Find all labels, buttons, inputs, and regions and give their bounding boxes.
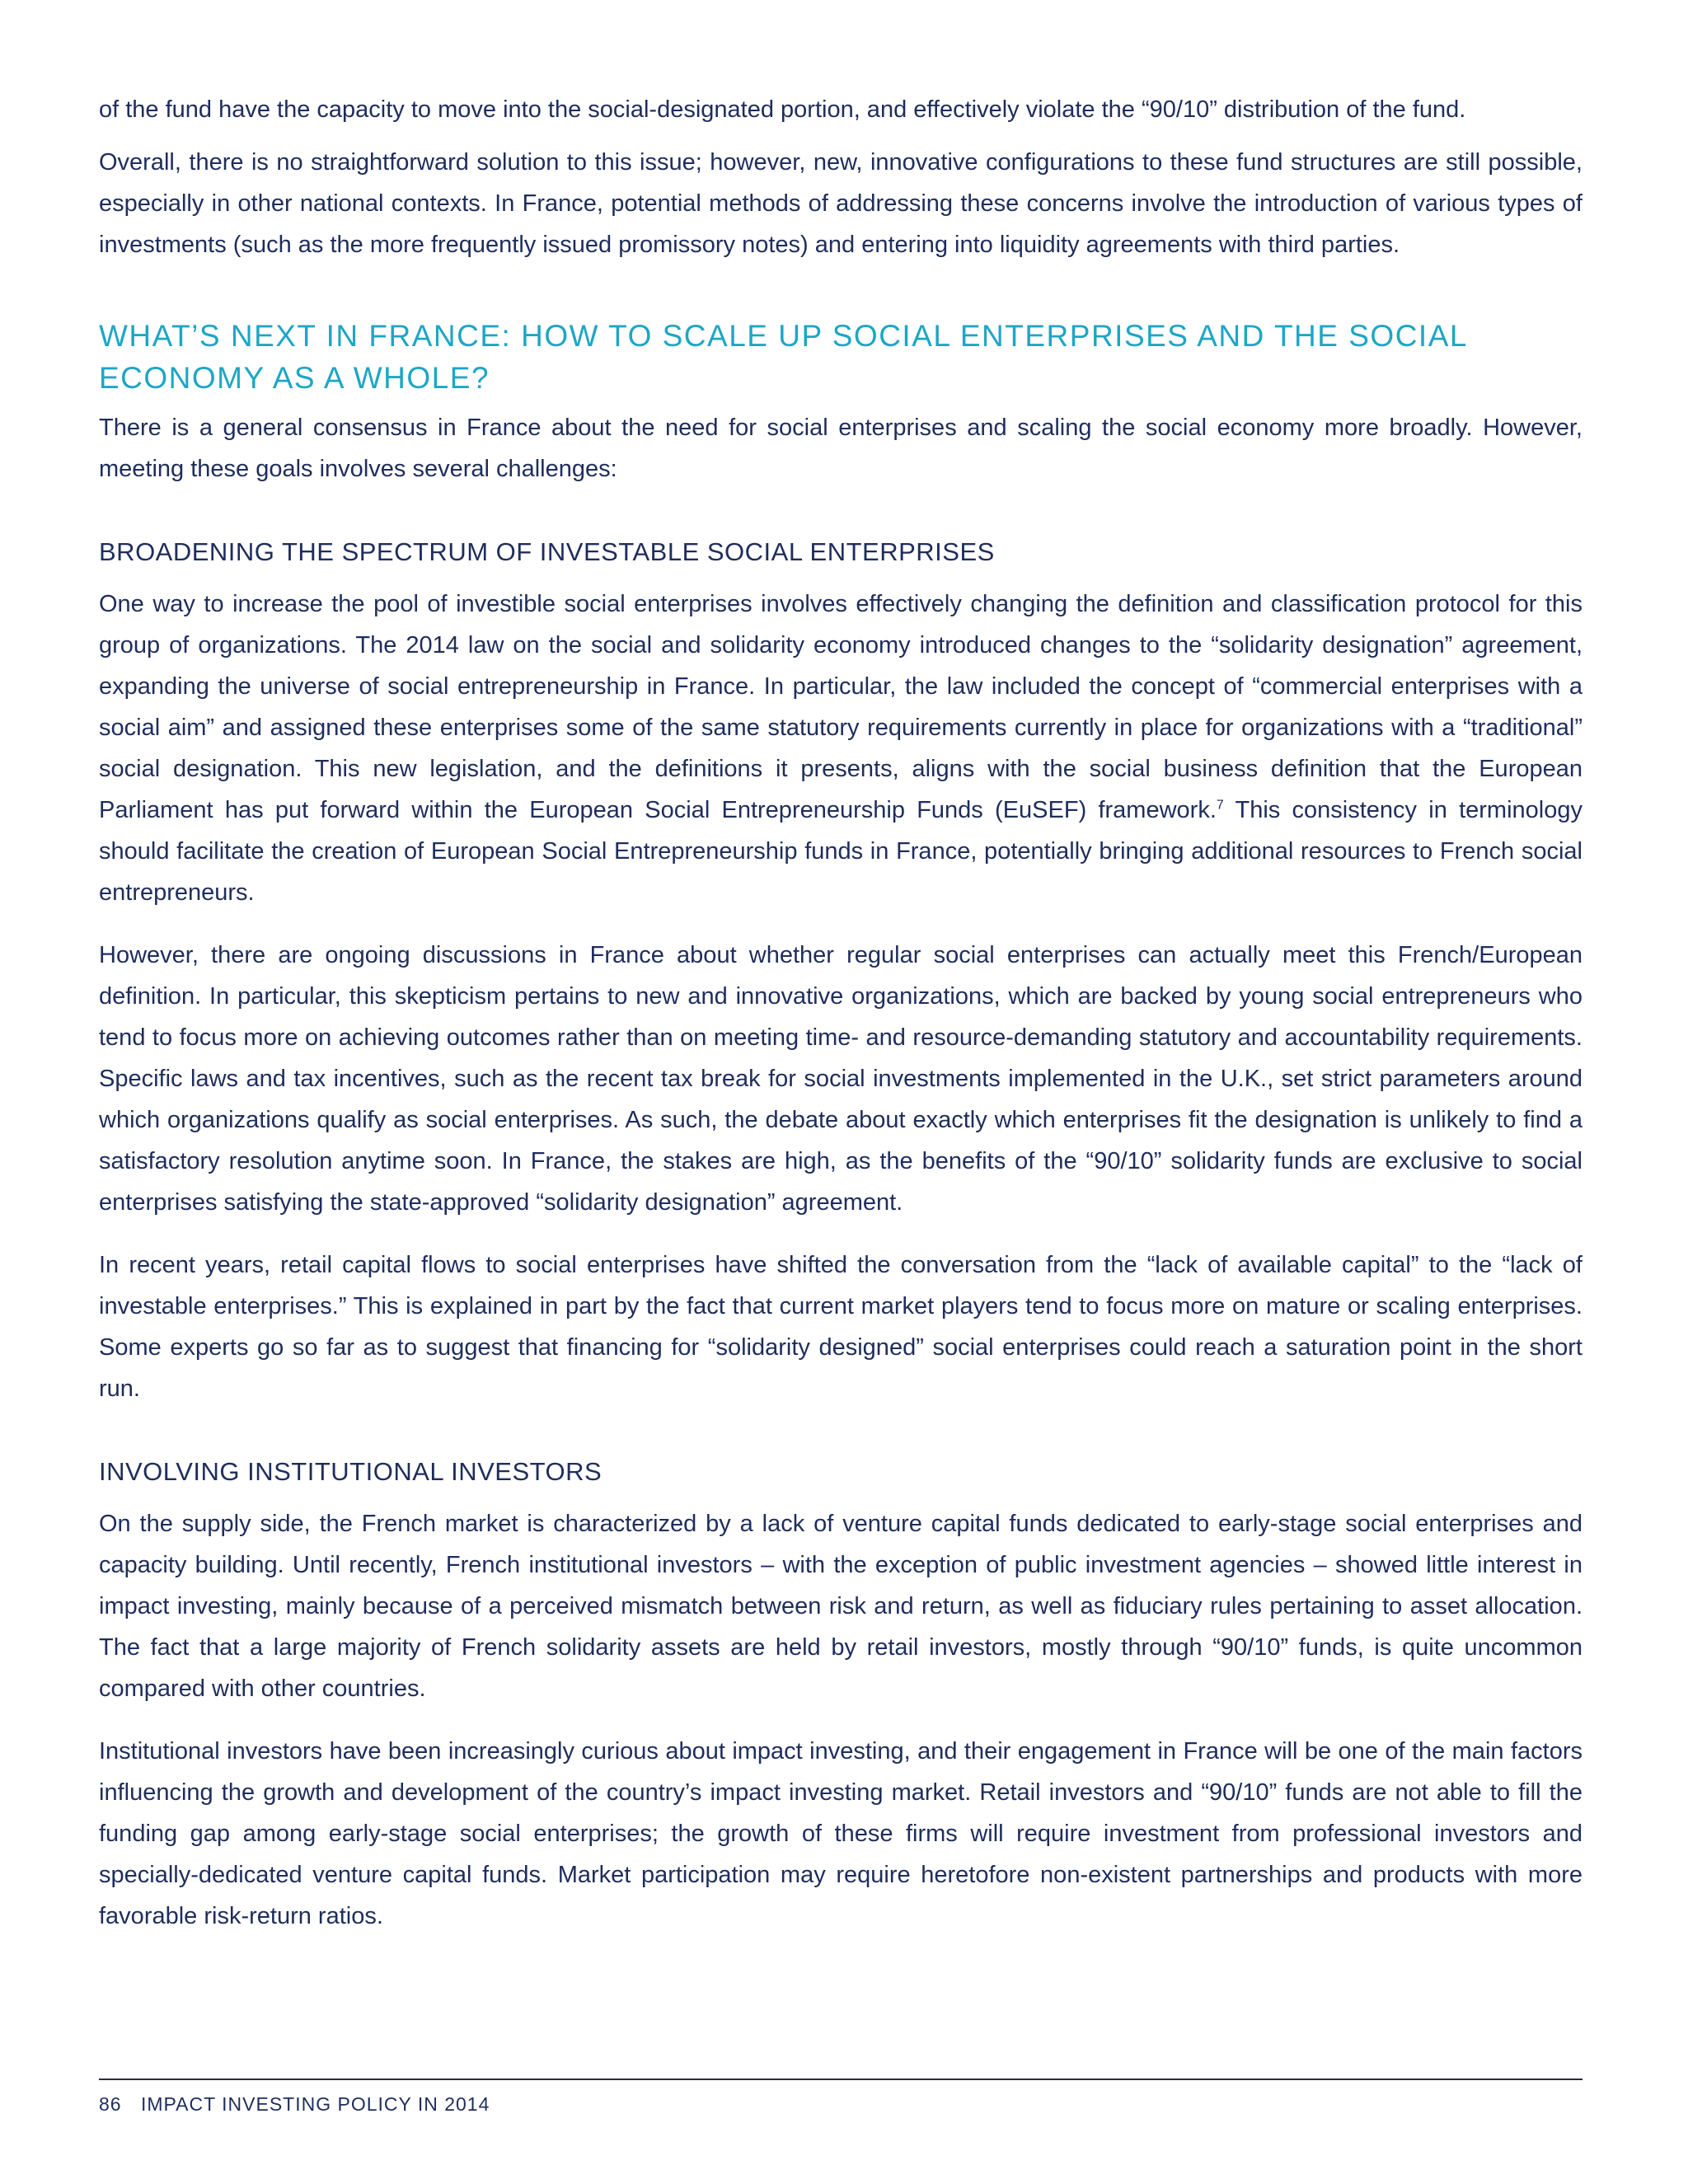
subheading-broadening-spectrum: BROADENING THE SPECTRUM OF INVESTABLE SOCIAL ENTERPRISES (99, 537, 995, 566)
paragraph-definition-change-part-b: This consistency in terminology should facilitate the creation of European Social Entrepreneurship funds in France, potentially bringing additional resources to French social entrepreneurs. (99, 797, 1582, 906)
document-body (99, 89, 1582, 1937)
page-number: 86 (99, 2093, 122, 2115)
page-footer (99, 2093, 490, 2116)
subheading-institutional-investors: INVOLVING INSTITUTIONAL INVESTORS (99, 1457, 603, 1486)
paragraph-definition-change-part-a: One way to increase the pool of investible social enterprises involves effectively changing the definition and classification protocol for this group of organizations. The 2014 law on the social and solidarity economy introduced changes to the “solidarity designation” agreement, expanding the universe of social entrepreneurship in France. In particular, the law included the concept of “commercial enterprises with a social aim” and assigned these enterprises some of the same statutory requirements currently in place for organizations with a “traditional” social designation. This new legislation, and the definitions it presents, aligns with the social business definition that the European Parliament has put forward within the European Social Entrepreneurship Funds (EuSEF) framework. (99, 591, 1582, 823)
paragraph-definition-change (99, 583, 1582, 913)
section-heading: WHAT’S NEXT IN FRANCE: HOW TO SCALE UP SOCIAL ENTERPRISES AND THE SOCIAL ECONOMY AS A WHOLE? (99, 319, 1467, 395)
paragraph-general-consensus: There is a general consensus in France about the need for social enterprises and scaling the social economy more broadly. However, meeting these goals involves several challenges: (99, 415, 1582, 482)
paragraph-fund-distribution: of the fund have the capacity to move into the social-designated portion, and effectively violate the “90/10” distribution of the fund. (99, 96, 1466, 123)
footer-title: IMPACT INVESTING POLICY IN 2014 (140, 2093, 490, 2115)
paragraph-solution-overview: Overall, there is no straightforward solution to this issue; however, new, innovative configurations to these fund structures are still possible, especially in other national contexts. In France, potential methods of addressing these concerns involve the introduction of various types of investments (such as the more frequently issued promissory notes) and entering into liquidity agreements with third parties. (99, 149, 1582, 258)
paragraph-retail-capital: In recent years, retail capital flows to social enterprises have shifted the conversation from the “lack of available capital” to the “lack of investable enterprises.” This is explained in part by the fact that current market players tend to focus more on mature or scaling enterprises. Some experts go so far as to suggest that financing for “solidarity designed” social enterprises could reach a saturation point in the short run. (99, 1252, 1582, 1402)
paragraph-institutional-curiosity: Institutional investors have been increasingly curious about impact investing, and their engagement in France will be one of the main factors influencing the growth and development of the country’s impact investing market. Retail investors and “90/10” funds are not able to fill the funding gap among early-stage social enterprises; the growth of these firms will require investment from professional investors and specially-dedicated venture capital funds. Market participation may require heretofore non-existent partnerships and products with more favorable risk-return ratios. (99, 1738, 1582, 1929)
footer-divider (99, 2079, 1582, 2080)
footnote-reference: 7 (1216, 798, 1224, 813)
paragraph-supply-side: On the supply side, the French market is characterized by a lack of venture capital funds dedicated to early-stage social enterprises and capacity building. Until recently, French institutional investors – with the exception of public investment agencies – showed little interest in impact investing, mainly because of a perceived mismatch between risk and return, as well as fiduciary rules pertaining to asset allocation. The fact that a large majority of French solidarity assets are held by retail investors, mostly through “90/10” funds, is quite uncommon compared with other countries. (99, 1511, 1582, 1702)
paragraph-ongoing-discussions: However, there are ongoing discussions in France about whether regular social enterprises can actually meet this French/European definition. In particular, this skepticism pertains to new and innovative organizations, which are backed by young social entrepreneurs who tend to focus more on achieving outcomes rather than on meeting time- and resource-demanding statutory and accountability requirements. Specific laws and tax incentives, such as the recent tax break for social investments implemented in the U.K., set strict parameters around which organizations qualify as social enterprises. As such, the debate about exactly which enterprises fit the designation is unlikely to find a satisfactory resolution anytime soon. In France, the stakes are high, as the benefits of the “90/10” solidarity funds are exclusive to social enterprises satisfying the state-approved “solidarity designation” agreement. (99, 942, 1582, 1216)
